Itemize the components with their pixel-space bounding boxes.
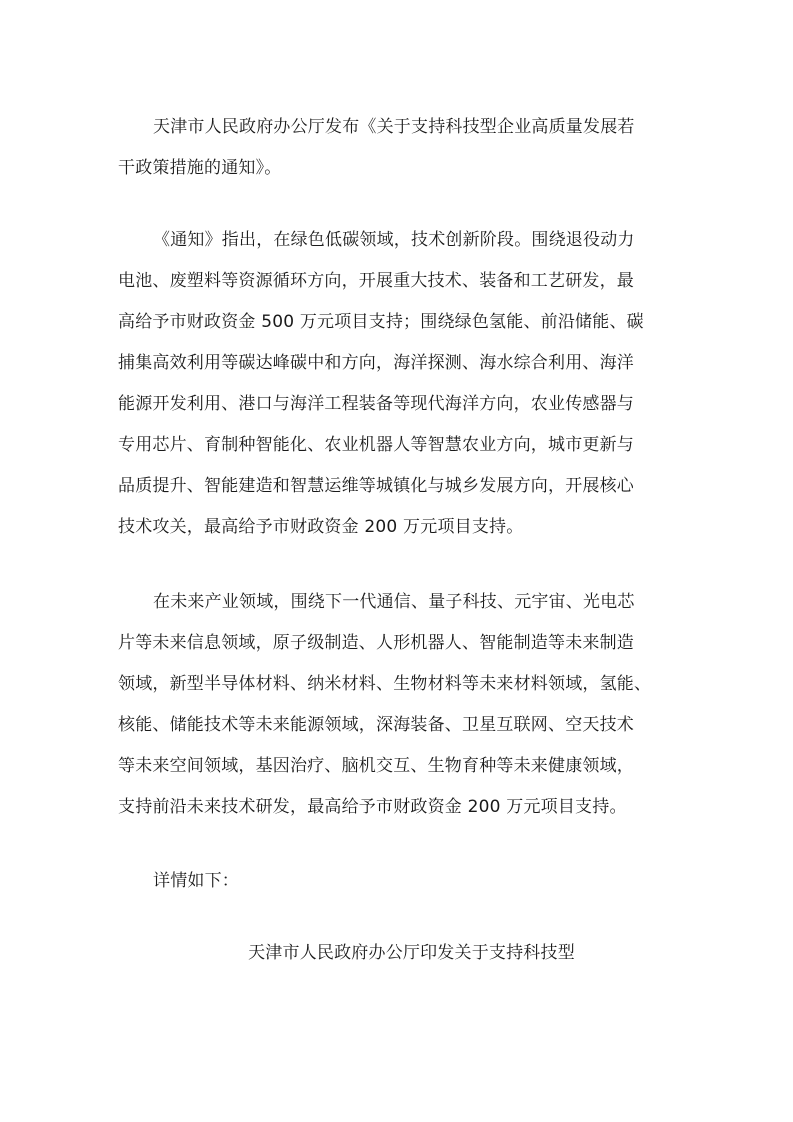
text-line: 核能、储能技术等未来能源领域，深海装备、卫星互联网、空天技术 bbox=[118, 715, 634, 735]
text-line: 天津市人民政府办公厅发布《关于支持科技型企业高质量发展若 bbox=[153, 117, 635, 137]
text-line: 领域，新型半导体材料、纳米材料、生物材料等未来材料领域，氢能、 bbox=[118, 674, 652, 694]
text-line: 高给予市财政资金 500 万元项目支持；围绕绿色氢能、前沿储能、碳 bbox=[118, 312, 644, 332]
text-line: 等未来空间领域，基因治疗、脑机交互、生物育种等未来健康领域， bbox=[118, 756, 634, 776]
text-line: 详情如下： bbox=[153, 871, 239, 891]
text-line: 片等未来信息领域，原子级制造、人形机器人、智能制造等未来制造 bbox=[118, 633, 634, 653]
text-line: 品质提升、智能建造和智慧运维等城镇化与城乡发展方向，开展核心 bbox=[118, 476, 634, 496]
text-line: 电池、废塑料等资源循环方向，开展重大技术、装备和工艺研发，最 bbox=[118, 271, 634, 291]
text-line: 技术攻关，最高给予市财政资金 200 万元项目支持。 bbox=[118, 517, 524, 537]
text-line: 在未来产业领域，围绕下一代通信、量子科技、元宇宙、光电芯 bbox=[153, 592, 635, 612]
text-line: 能源开发利用、港口与海洋工程装备等现代海洋方向，农业传感器与 bbox=[118, 394, 634, 414]
text-line: 支持前沿未来技术研发，最高给予市财政资金 200 万元项目支持。 bbox=[118, 797, 627, 817]
text-line: 《通知》指出，在绿色低碳领域，技术创新阶段。围绕退役动力 bbox=[153, 230, 635, 250]
document-subtitle: 天津市人民政府办公厅印发关于支持科技型 bbox=[248, 943, 575, 963]
text-line: 专用芯片、育制种智能化、农业机器人等智慧农业方向，城市更新与 bbox=[118, 435, 634, 455]
text-line: 捕集高效利用等碳达峰碳中和方向，海洋探测、海水综合利用、海洋 bbox=[118, 353, 634, 373]
text-line: 干政策措施的通知》。 bbox=[118, 158, 282, 178]
